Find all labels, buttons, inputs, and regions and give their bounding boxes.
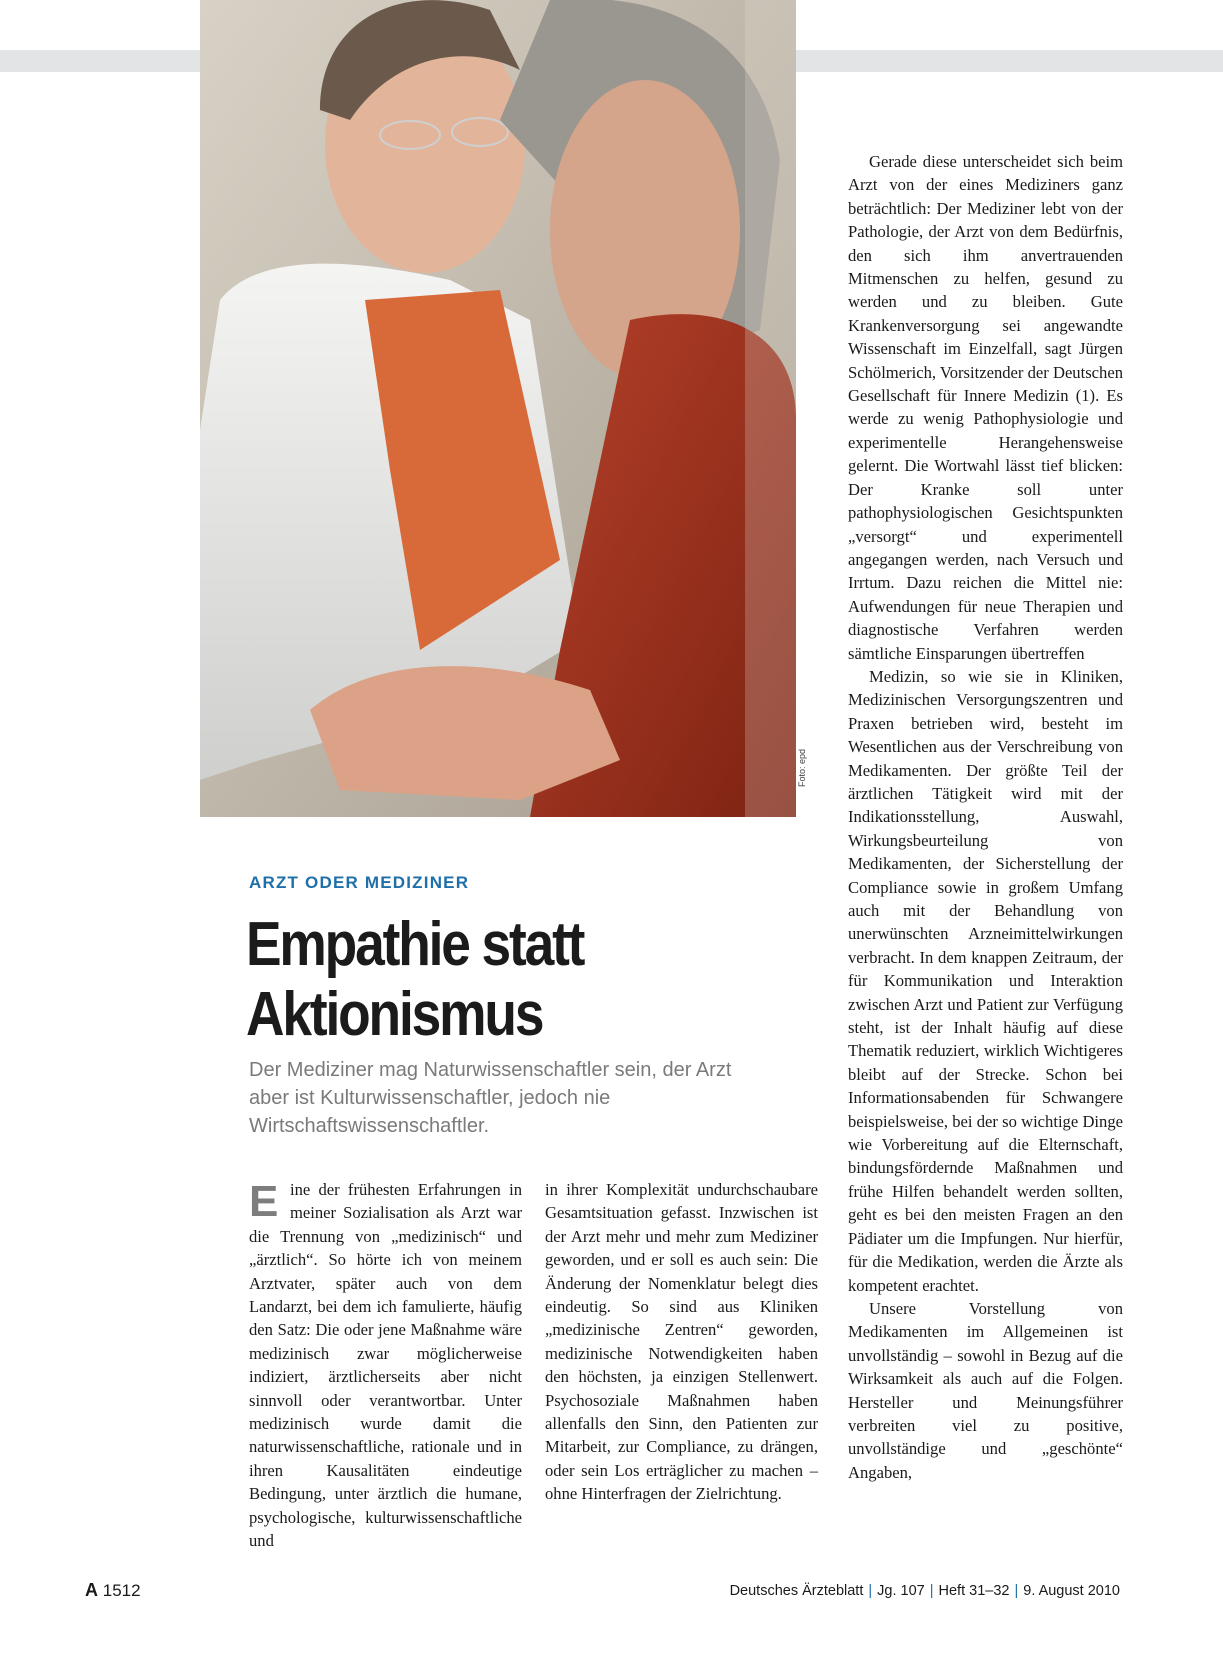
- drop-cap: E: [249, 1177, 279, 1226]
- article-deck: Der Mediziner mag Naturwissenschaftler sein, der Arzt aber ist Kulturwissenschaftler, jedoch nie Wirtschaftswissenschaftler.: [249, 1059, 732, 1137]
- column-3-paragraph-3: Unsere Vorstellung von Medikamenten im Allgemeinen ist unvollständig – sowohl in Bezug auf die Wirksamkeit als auch auf die Folgen. Hersteller und Meinungsführer verbreiten viel zu positive, unvollständige und „geschönte“ Angaben,: [848, 1298, 1123, 1482]
- article-headline: [246, 910, 583, 1050]
- header-bar-left: [0, 50, 200, 72]
- footer-separator: |: [929, 1583, 934, 1599]
- article-kicker: ARZT ODER MEDIZINER: [249, 873, 470, 892]
- journal-name: Deutsches Ärzteblatt: [729, 1583, 864, 1599]
- photo-credit: Foto: epd: [797, 748, 807, 787]
- header-bar-right: [796, 50, 1223, 72]
- journal-issue: Heft 31–32: [938, 1583, 1010, 1599]
- page-number: [85, 1580, 141, 1601]
- page-number-value: 1512: [102, 1581, 141, 1600]
- body-column-1: [249, 1178, 522, 1553]
- column-2-text: in ihrer Komplexität undurchschaubare Gesamtsituation gefasst. Inzwischen ist der Arzt mehr und mehr zum Mediziner geworden, und er soll es auch sein: Die Änderung der Nomenklatur belegt dies eindeutig. So sind aus Kliniken „medizinische Zentren“ geworden, medizinische Notwendigkeiten haben den höchsten, ja einzigen Stellenwert. Psychosoziale Maßnahmen haben allenfalls den Sinn, den Patienten zur Mitarbeit, zur Compliance, zu drängen, oder sein Los erträglicher zu machen – ohne Hinterfragen der Zielrichtung.: [545, 1180, 818, 1504]
- journal-date: 9. August 2010: [1023, 1583, 1120, 1599]
- headline-line-2: Aktionismus: [246, 980, 543, 1049]
- headline-line-1: Empathie statt: [246, 910, 584, 979]
- column-3-paragraph-2: Medizin, so wie sie in Kliniken, Medizinischen Versorgungszentren und Praxen betrieben wird, besteht im Wesentlichen aus der Verschreibung von Medikamenten. Der größte Teil der ärztlichen Tätigkeit wird mit der Indikationsstellung, Auswahl, Wirkungsbeurteilung von Medikamenten, der Sicherstellung der Compliance sowie in großem Umfang auch mit der Behandlung von unerwünschten Arzneimittelwirkungen verbracht. In dem knappen Zeitraum, der für Kommunikation und Interaktion zwischen Arzt und Patient zur Verfügung steht, ist der Inhalt häufig auf diese Thematik reduziert, wirklich Wichtigeres bleibt auf der Strecke. Schon bei Informationsabenden für Schwangere beispielsweise, bei der so wichtige Dinge wie Vorbereitung auf die Elternschaft, bindungsfördernde Maßnahmen und frühe Hilfen behandelt werden sollten, geht es bei den meisten Fragen an den Pädiater um die Impfungen. Nur hierfür, für die Medikation, werden die Ärzte als kompetent erachtet.: [848, 666, 1123, 1295]
- column-3-paragraph-1: Gerade diese unterscheidet sich beim Arzt von der eines Mediziners ganz beträchtlich: Der Mediziner lebt von der Pathologie, der Arzt von dem Bedürfnis, den sich ihm anvertrauenden Mitmenschen zu helfen, gesund zu werden und zu bleiben. Gute Krankenversorgung sei angewandte Wissenschaft im Einzelfall, sagt Jürgen Schölmerich, Vorsitzender der Deutschen Gesellschaft für Innere Medizin (1). Es werde zu wenig Pathophysiologie und experimentelle Herangehensweise gelernt. Die Wortwahl lässt tief blicken: Der Kranke soll unter pathophysiologischen Gesichtspunkten „versorgt“ und experimentell angegangen werden, nach Versuch und Irrtum. Dazu reichen die Mittel nie: Aufwendungen für neue Therapien und diagnostische Verfahren werden sämtliche Einsparungen übertreffen: [848, 152, 1123, 663]
- photo-doctor-and-patient-holding-hands: [200, 0, 796, 817]
- footer-citation: [730, 1583, 1120, 1599]
- body-column-2: [545, 1178, 818, 1506]
- footer-separator: |: [1014, 1583, 1019, 1599]
- column-1-text: ine der frühesten Erfahrungen in meiner Sozialisation als Arzt war die Trennung von „medizinisch“ und „ärztlich“. So hörte ich von meinem Arztvater, später auch von dem Landarzt, bei dem ich famulierte, häufig den Satz: Die oder jene Maßnahme wäre medizinisch zwar möglicherweise indiziert, ärztlicherseits aber nicht sinnvoll oder verantwortbar. Unter medizinisch wurde damit die naturwissenschaftliche, rationale und in ihren Kausalitäten eindeutige Bedingung, unter ärztlich die humane, psychologische, kulturwissenschaftliche und: [249, 1180, 522, 1551]
- page-prefix: A: [85, 1580, 98, 1600]
- footer-separator: |: [868, 1583, 873, 1599]
- journal-volume: Jg. 107: [877, 1583, 925, 1599]
- body-column-3: [848, 150, 1123, 1484]
- article-photo: [200, 0, 796, 817]
